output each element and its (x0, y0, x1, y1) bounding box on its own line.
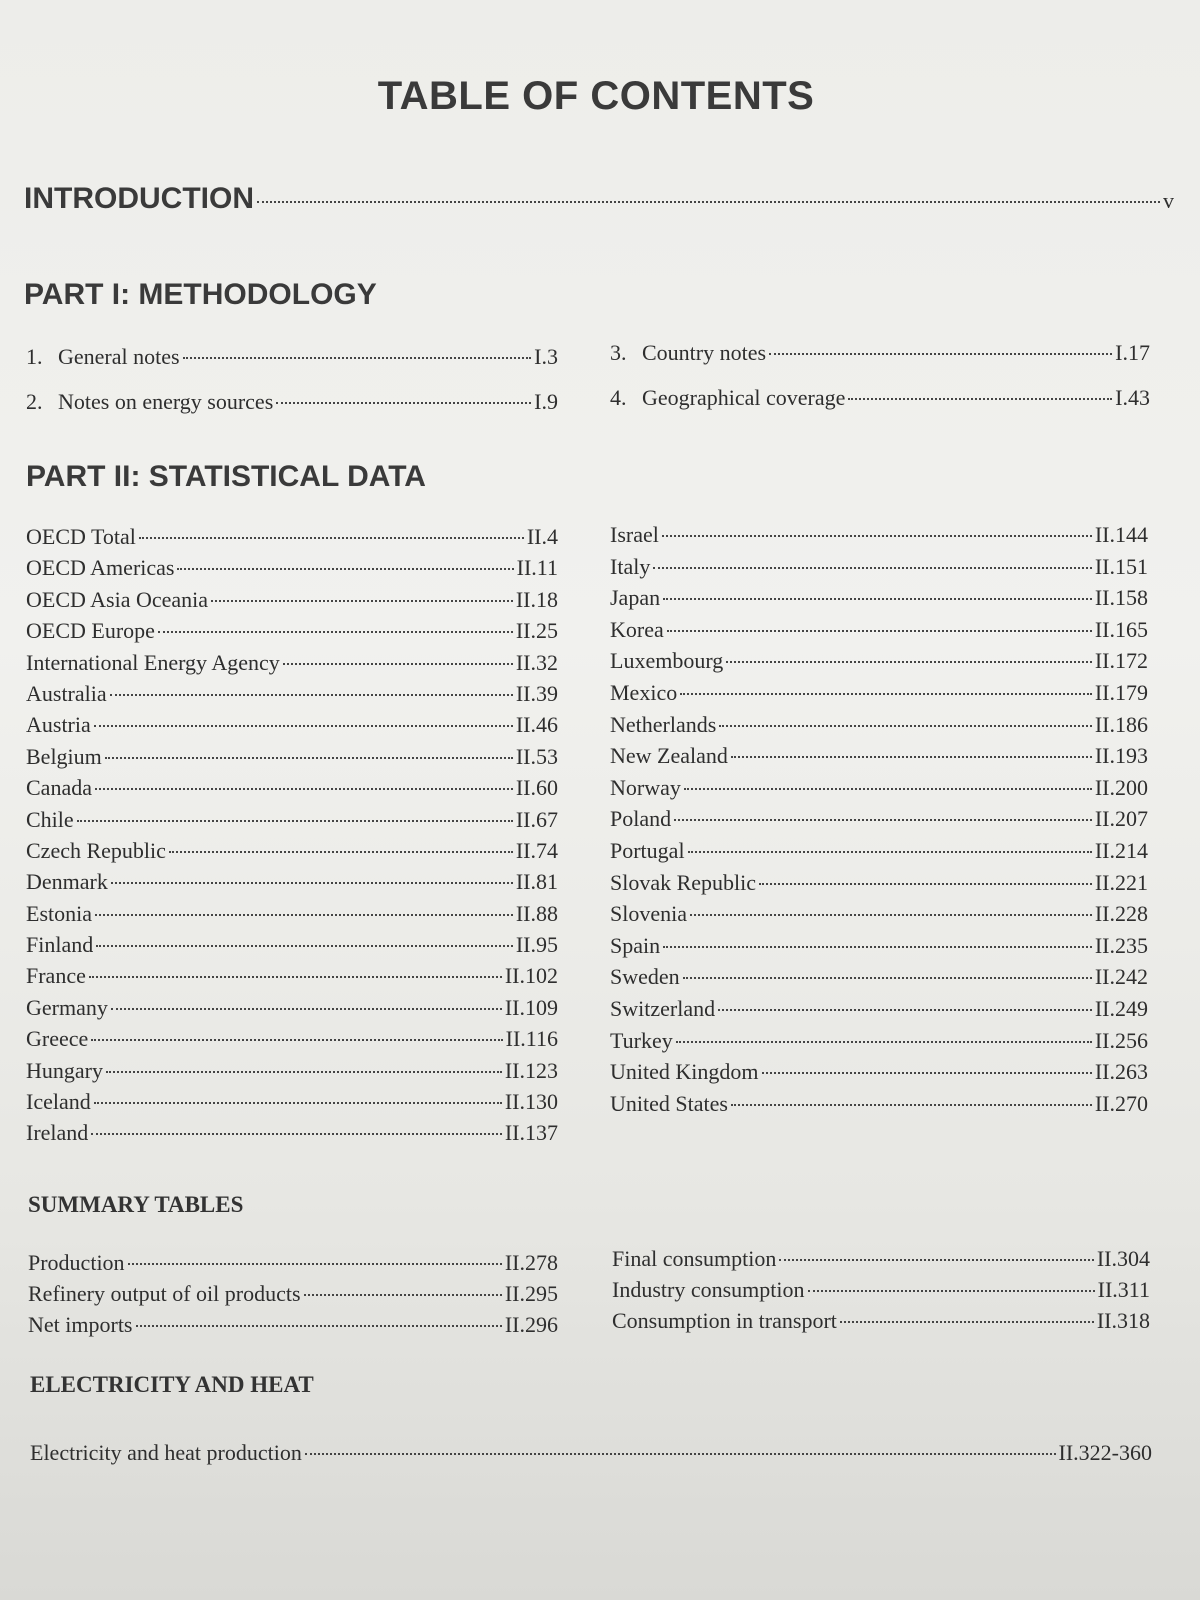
entry-label: Finland (26, 932, 94, 958)
entry-label: Final consumption (612, 1246, 777, 1271)
dot-leader (653, 567, 1092, 569)
page-number: II.109 (504, 994, 558, 1020)
dot-leader (680, 693, 1092, 695)
dot-leader (305, 1453, 1056, 1455)
part2-left-column (26, 524, 558, 1152)
toc-entry (610, 775, 1148, 807)
dot-leader (211, 600, 513, 602)
toc-entry (26, 995, 558, 1026)
entry-label: Industry consumption (612, 1277, 805, 1302)
dot-leader (674, 819, 1092, 821)
entry-label: Notes on energy sources (58, 389, 274, 414)
toc-entry (610, 712, 1148, 744)
entry-label: Austria (26, 712, 91, 738)
entry-label: New Zealand (610, 743, 728, 769)
entry-label: Consumption in transport (612, 1308, 837, 1333)
entry-label: Ireland (26, 1120, 89, 1146)
toc-entry (26, 1026, 558, 1057)
dot-leader (663, 598, 1092, 600)
electricity-column (30, 1440, 1152, 1466)
page-number: II.137 (504, 1120, 558, 1146)
toc-entry (610, 964, 1148, 996)
introduction-heading: INTRODUCTION (24, 182, 254, 215)
dot-leader (128, 1263, 502, 1265)
electricity-heading: ELECTRICITY AND HEAT (30, 1372, 314, 1397)
entry-label: Australia (26, 680, 107, 706)
page-number: II.193 (1094, 743, 1148, 769)
toc-entry (610, 648, 1148, 680)
toc-entry (26, 681, 558, 712)
entry-label: Czech Republic (26, 837, 166, 863)
page-number: II.228 (1094, 901, 1148, 927)
page-number: II.95 (515, 932, 558, 958)
dot-leader (158, 631, 513, 633)
dot-leader (726, 661, 1092, 663)
toc-entry (30, 1440, 1152, 1466)
entry-label: Canada (26, 775, 92, 801)
page-number: II.4 (526, 524, 558, 549)
toc-entry (610, 743, 1148, 775)
toc-entry (26, 775, 558, 806)
dot-leader (719, 725, 1092, 727)
toc-entry (26, 838, 558, 869)
page-number: II.242 (1094, 964, 1148, 990)
page-number: I.43 (1115, 385, 1150, 410)
toc-entry (610, 806, 1148, 838)
page-number: II.81 (515, 869, 558, 895)
toc-entry (26, 869, 558, 900)
entry-label: Geographical coverage (642, 385, 846, 410)
toc-entry (28, 1312, 558, 1343)
toc-entry (26, 344, 558, 389)
page-number: II.116 (505, 1026, 558, 1052)
toc-entry (26, 555, 558, 586)
entry-label: OECD Asia Oceania (26, 586, 209, 612)
dot-leader (731, 1104, 1092, 1106)
toc-entry (28, 1250, 558, 1281)
entry-label: Switzerland (610, 995, 716, 1021)
page-number: II.130 (504, 1089, 558, 1115)
page-number: II.32 (515, 649, 558, 675)
toc-entry (610, 996, 1148, 1028)
dot-leader (110, 694, 513, 696)
entry-label: Production (28, 1250, 125, 1275)
entry-label: International Energy Agency (26, 649, 280, 675)
entry-label: France (26, 963, 86, 989)
toc-entry (610, 522, 1148, 554)
page-number: I.17 (1115, 340, 1150, 365)
page-number: II.256 (1094, 1027, 1148, 1053)
dot-leader (183, 357, 532, 359)
page-number: v (1163, 188, 1174, 213)
entry-label: Germany (26, 994, 108, 1020)
page-number: II.235 (1094, 932, 1148, 958)
dot-leader (848, 398, 1112, 400)
page-number: II.296 (504, 1312, 558, 1337)
entry-label: Spain (610, 932, 661, 958)
entry-label: Hungary (26, 1057, 103, 1083)
toc-entry (610, 680, 1148, 712)
toc-entry (26, 1089, 558, 1120)
toc-entry (610, 385, 1150, 430)
dot-leader (676, 1041, 1092, 1043)
dot-leader (95, 914, 513, 916)
page-number: II.304 (1096, 1246, 1150, 1271)
summary-left-column (28, 1250, 558, 1343)
toc-entry (26, 524, 558, 555)
page-number: II.102 (504, 963, 558, 989)
entry-label: Korea (610, 616, 664, 642)
entry-label: Chile (26, 806, 74, 832)
dot-leader (177, 568, 513, 570)
entry-number: 1. (26, 344, 43, 369)
entry-label: Estonia (26, 900, 92, 926)
page-number: II.221 (1094, 869, 1148, 895)
entry-label: Refinery output of oil products (28, 1281, 301, 1306)
dot-leader (276, 402, 531, 404)
toc-entry (26, 744, 558, 775)
dot-leader (95, 788, 513, 790)
page-number: II.322-360 (1058, 1440, 1152, 1465)
entry-label: OECD Americas (26, 555, 175, 581)
toc-entry (612, 1308, 1150, 1339)
toc-entry (610, 1028, 1148, 1060)
entry-label: Turkey (610, 1027, 673, 1053)
dot-leader (169, 851, 513, 853)
dot-leader (840, 1321, 1094, 1323)
dot-leader (731, 756, 1092, 758)
toc-entry (26, 932, 558, 963)
toc-entry (610, 870, 1148, 902)
page-number: II.123 (504, 1057, 558, 1083)
page-number: II.39 (515, 680, 558, 706)
entry-label: OECD Europe (26, 618, 155, 644)
dot-leader (759, 883, 1092, 885)
page-number: II.25 (515, 618, 558, 644)
page-number: II.270 (1094, 1090, 1148, 1116)
toc-entry (26, 618, 558, 649)
page-number: II.214 (1094, 837, 1148, 863)
dot-leader (688, 851, 1092, 853)
dot-leader (667, 630, 1092, 632)
page-number: II.158 (1094, 585, 1148, 611)
dot-leader (91, 1133, 502, 1135)
dot-leader (683, 977, 1092, 979)
toc-entry (26, 712, 558, 743)
page-number: II.278 (504, 1250, 558, 1275)
dot-leader (690, 914, 1092, 916)
page-number: II.11 (516, 555, 558, 581)
page-number: II.88 (515, 900, 558, 926)
entry-label: Luxembourg (610, 648, 724, 674)
page-number: II.67 (515, 806, 558, 832)
toc-entry (612, 1277, 1150, 1308)
dot-leader (257, 201, 1160, 203)
page-number: II.144 (1094, 522, 1148, 547)
page-number: II.60 (515, 775, 558, 801)
page-number: II.200 (1094, 774, 1148, 800)
toc-entry (610, 585, 1148, 617)
entry-label: Net imports (28, 1312, 133, 1337)
toc-entry (26, 650, 558, 681)
toc-entry (610, 838, 1148, 870)
toc-entry (610, 617, 1148, 649)
entry-label: Italy (610, 553, 651, 579)
dot-leader (106, 1071, 502, 1073)
page-number: II.318 (1096, 1308, 1150, 1333)
summary-heading: SUMMARY TABLES (28, 1192, 244, 1217)
dot-leader (139, 537, 524, 539)
part1-heading: PART I: METHODOLOGY (24, 278, 377, 311)
toc-entry (610, 554, 1148, 586)
dot-leader (663, 946, 1092, 948)
dot-leader (96, 945, 513, 947)
page-number: II.295 (504, 1281, 558, 1306)
entry-label: Portugal (610, 837, 685, 863)
toc-entry (610, 933, 1148, 965)
part1-left-column (26, 344, 558, 434)
page-number: II.263 (1094, 1059, 1148, 1085)
page-number: II.74 (515, 837, 558, 863)
page-number: II.311 (1097, 1277, 1150, 1302)
dot-leader (89, 976, 502, 978)
toc-entry (610, 1091, 1148, 1123)
dot-leader (111, 882, 513, 884)
dot-leader (283, 663, 513, 665)
entry-label: Netherlands (610, 711, 717, 737)
dot-leader (105, 757, 513, 759)
dot-leader (718, 1009, 1092, 1011)
page-number: II.179 (1094, 679, 1148, 705)
page-number: II.18 (515, 586, 558, 612)
dot-leader (808, 1290, 1095, 1292)
toc-entry (612, 1246, 1150, 1277)
entry-number: 2. (26, 389, 43, 414)
entry-label: Greece (26, 1026, 89, 1052)
toc-entry (610, 340, 1150, 385)
part2-right-column (610, 522, 1148, 1122)
dot-leader (94, 1102, 502, 1104)
entry-label: General notes (58, 344, 180, 369)
dot-leader (662, 535, 1092, 537)
summary-right-column (612, 1246, 1150, 1339)
entry-label: Poland (610, 806, 672, 832)
part1-right-column (610, 340, 1150, 430)
page-number: I.3 (534, 344, 558, 369)
page-number: II.151 (1094, 553, 1148, 579)
entry-label: Country notes (642, 340, 767, 365)
toc-entry (610, 901, 1148, 933)
page-number: I.9 (534, 389, 558, 414)
entry-number: 4. (610, 385, 627, 410)
toc-entry (610, 1059, 1148, 1091)
dot-leader (77, 820, 513, 822)
entry-number: 3. (610, 340, 627, 365)
entry-label: Norway (610, 774, 681, 800)
page-number: II.165 (1094, 616, 1148, 642)
toc-entry (26, 963, 558, 994)
toc-entry-introduction (24, 182, 1174, 216)
page-number: II.207 (1094, 806, 1148, 832)
entry-label: Slovenia (610, 901, 687, 927)
entry-label: Slovak Republic (610, 869, 757, 895)
entry-label: OECD Total (26, 524, 136, 549)
toc-entry (26, 389, 558, 434)
entry-label: Iceland (26, 1089, 91, 1115)
entry-label: Electricity and heat production (30, 1440, 302, 1465)
dot-leader (136, 1325, 502, 1327)
entry-label: Mexico (610, 679, 678, 705)
dot-leader (91, 1039, 502, 1041)
dot-leader (779, 1259, 1093, 1261)
toc-entry (26, 1058, 558, 1089)
toc-entry (26, 807, 558, 838)
entry-label: Belgium (26, 743, 102, 769)
entry-label: Japan (610, 585, 661, 611)
page-number: II.186 (1094, 711, 1148, 737)
dot-leader (94, 725, 513, 727)
dot-leader (304, 1294, 502, 1296)
toc-entry (26, 1120, 558, 1151)
page-number: II.172 (1094, 648, 1148, 674)
page-number: II.249 (1094, 995, 1148, 1021)
entry-label: United Kingdom (610, 1059, 759, 1085)
page-number: II.53 (515, 743, 558, 769)
toc-entry (26, 901, 558, 932)
entry-label: Denmark (26, 869, 108, 895)
part2-heading: PART II: STATISTICAL DATA (26, 460, 426, 493)
page-number: II.46 (515, 712, 558, 738)
dot-leader (111, 1008, 502, 1010)
dot-leader (684, 788, 1092, 790)
toc-entry (28, 1281, 558, 1312)
dot-leader (762, 1072, 1092, 1074)
page-title: TABLE OF CONTENTS (377, 74, 815, 118)
toc-entry (26, 587, 558, 618)
dot-leader (769, 353, 1112, 355)
entry-label: Sweden (610, 964, 680, 990)
entry-label: United States (610, 1090, 728, 1116)
entry-label: Israel (610, 522, 659, 547)
